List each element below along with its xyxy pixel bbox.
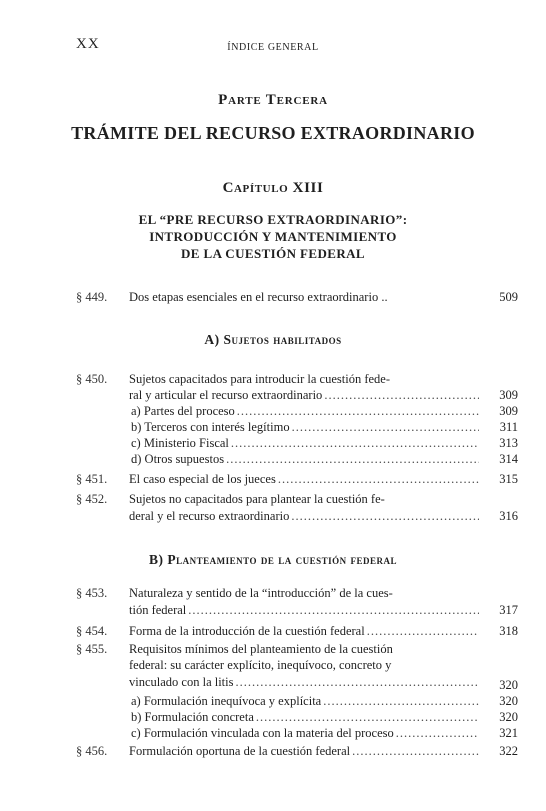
entry-455-line-3-text: vinculado con la litis xyxy=(129,675,234,689)
entry-450-line-2-text: ral y articular el recurso extraordinario xyxy=(129,388,323,402)
entry-453-page: 317 xyxy=(499,603,518,617)
entry-450-sub-a-label: a) Partes del proceso xyxy=(131,404,235,418)
entry-454-page: 318 xyxy=(499,624,518,638)
entry-449-number: § 449. xyxy=(76,290,108,304)
entry-455-line-2: federal: su carácter explícito, inequívoco, concreto y xyxy=(129,658,392,672)
dot-leader xyxy=(352,744,479,759)
entry-456-text: Formulación oportuna de la cuestión federal xyxy=(129,744,351,758)
entry-456-number: § 456. xyxy=(76,744,108,758)
entry-450-sub-b xyxy=(131,420,481,435)
entry-451-page: 315 xyxy=(499,472,518,486)
dot-leader xyxy=(324,388,479,403)
entry-450-sub-c-label: c) Ministerio Fiscal xyxy=(131,436,229,450)
section-a-heading: A) Sujetos habilitados xyxy=(204,332,342,347)
entry-453-number: § 453. xyxy=(76,586,108,600)
chapter-title-line-3: DE LA CUESTIÓN FEDERAL xyxy=(181,246,365,261)
entry-449-text: Dos etapas esenciales en el recurso extraordinario .. xyxy=(129,290,388,304)
dot-leader xyxy=(231,436,479,451)
entry-455-sub-c xyxy=(131,726,481,741)
entry-450-sub-a xyxy=(131,404,481,419)
entry-455-sub-a xyxy=(131,694,481,709)
entry-455-page: 320 xyxy=(499,678,518,692)
entry-455-line-1: Requisitos mínimos del planteamiento de la cuestión xyxy=(129,642,393,656)
entry-450-sub-d xyxy=(131,452,481,467)
dot-leader xyxy=(188,603,479,618)
dot-leader xyxy=(237,404,479,419)
entry-450-line-2 xyxy=(129,388,481,403)
entry-453-line-2-text: tión federal xyxy=(129,603,187,617)
section-b-heading: B) Planteamiento de la cuestión federal xyxy=(149,552,397,567)
entry-451-text: El caso especial de los jueces xyxy=(129,472,276,486)
entry-451 xyxy=(129,472,481,487)
entry-455-sub-b-page: 320 xyxy=(499,710,518,724)
entry-452-line-2 xyxy=(129,509,481,524)
entry-452-line-1: Sujetos no capacitados para plantear la cuestión fe- xyxy=(129,492,385,506)
entry-454-text: Forma de la introducción de la cuestión federal xyxy=(129,624,365,638)
dot-leader xyxy=(367,624,479,639)
entry-453-line-2 xyxy=(129,603,481,618)
dot-leader xyxy=(292,420,479,435)
entry-456 xyxy=(129,744,481,759)
entry-455-number: § 455. xyxy=(76,642,108,656)
entry-452-page: 316 xyxy=(499,509,518,523)
entry-450-sub-d-page: 314 xyxy=(499,452,518,466)
entry-450-page: 309 xyxy=(499,388,518,402)
entry-450-line-1: Sujetos capacitados para introducir la cuestión fede- xyxy=(129,372,391,386)
entry-450-sub-c xyxy=(131,436,481,451)
dot-leader xyxy=(396,726,479,741)
chapter-label: Capítulo XIII xyxy=(222,180,324,196)
entry-451-number: § 451. xyxy=(76,472,108,486)
entry-452-number: § 452. xyxy=(76,492,108,506)
entry-456-page: 322 xyxy=(499,744,518,758)
entry-455-sub-a-page: 320 xyxy=(499,694,518,708)
entry-455-sub-b-label: b) Formulación concreta xyxy=(131,710,254,724)
running-title: ÍNDICE GENERAL xyxy=(227,42,319,53)
dot-leader xyxy=(226,452,479,467)
dot-leader xyxy=(291,509,479,524)
entry-454-number: § 454. xyxy=(76,624,108,638)
entry-450-sub-a-page: 309 xyxy=(499,404,518,418)
entry-455-sub-c-page: 321 xyxy=(499,726,518,740)
entry-453-line-1: Naturaleza y sentido de la “introducción” de la cues- xyxy=(129,586,393,600)
entry-450-sub-c-page: 313 xyxy=(499,436,518,450)
chapter-title-line-1: EL “PRE RECURSO EXTRAORDINARIO”: xyxy=(138,212,408,227)
dot-leader xyxy=(323,694,479,709)
entry-454 xyxy=(129,624,481,639)
part-title: TRÁMITE DEL RECURSO EXTRAORDINARIO xyxy=(71,123,475,143)
dot-leader xyxy=(236,675,480,690)
page-number: XX xyxy=(76,36,100,52)
entry-450-sub-b-page: 311 xyxy=(499,420,518,434)
dot-leader xyxy=(256,710,479,725)
entry-455-sub-c-label: c) Formulación vinculada con la materia del proceso xyxy=(131,726,394,740)
chapter-title-line-2: INTRODUCCIÓN Y MANTENIMIENTO xyxy=(149,229,397,244)
entry-452-line-2-text: deral y el recurso extraordinario xyxy=(129,509,290,523)
entry-455-sub-a-label: a) Formulación inequívoca y explícita xyxy=(131,694,322,708)
dot-leader xyxy=(278,472,479,487)
entry-450-sub-d-label: d) Otros supuestos xyxy=(131,452,225,466)
entry-455-sub-b xyxy=(131,710,481,725)
entry-455-line-3 xyxy=(129,675,481,690)
entry-450-sub-b-label: b) Terceros con interés legítimo xyxy=(131,420,290,434)
entry-450-number: § 450. xyxy=(76,372,108,386)
entry-449-page: 509 xyxy=(499,290,518,304)
part-label: Parte Tercera xyxy=(218,92,328,108)
